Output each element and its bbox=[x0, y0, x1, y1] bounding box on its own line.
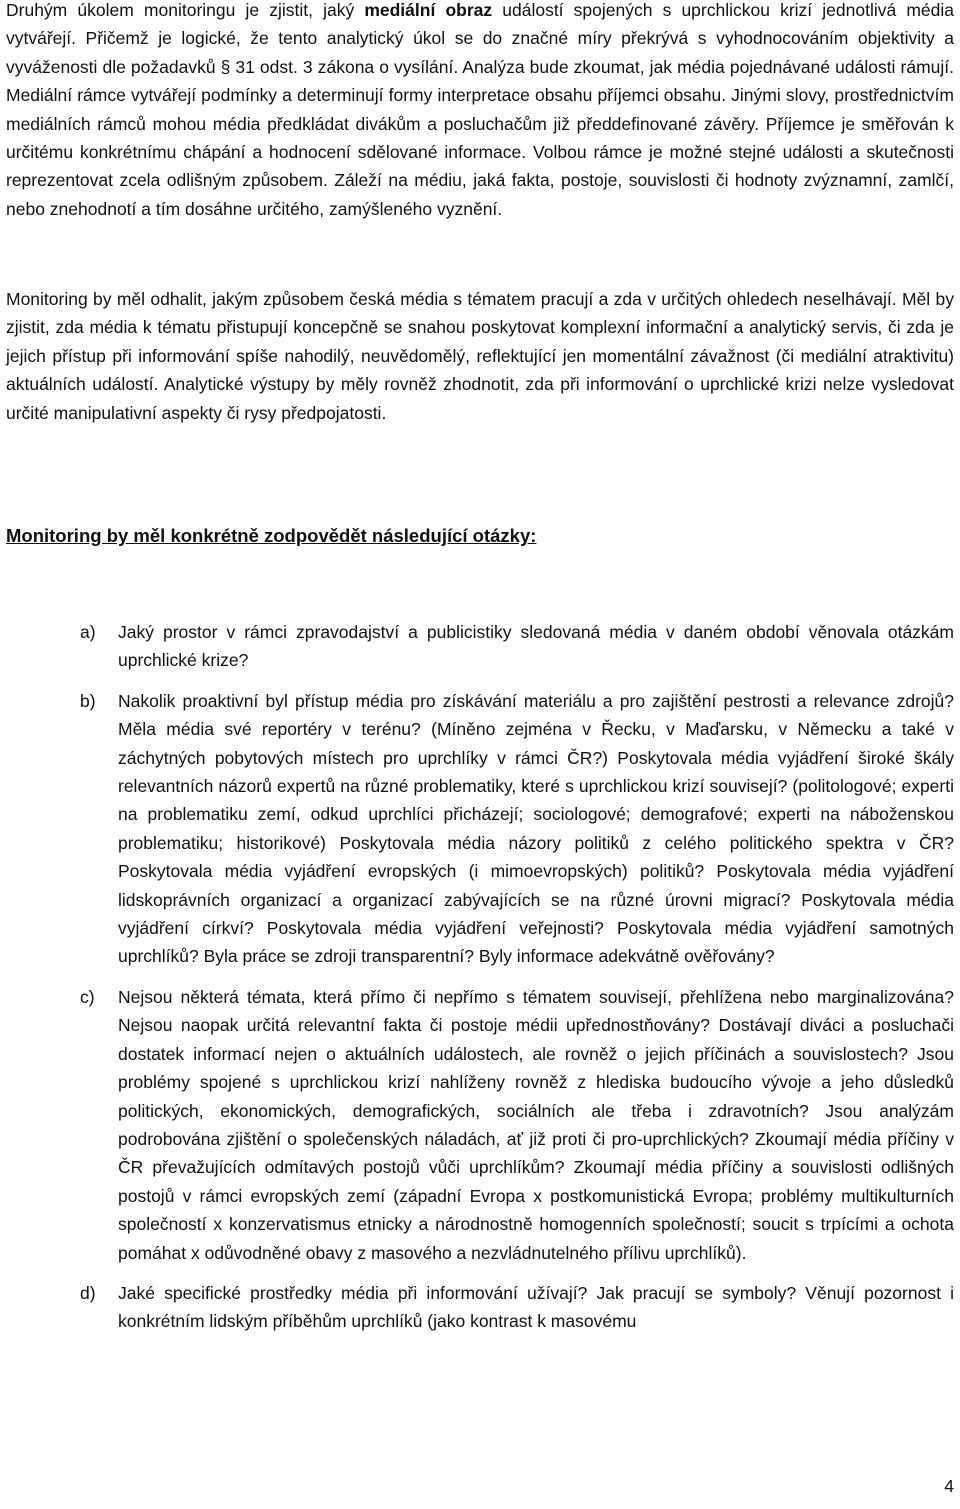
list-item-label: b) bbox=[80, 690, 96, 711]
section-heading: Monitoring by měl konkrétně zodpovědět následující otázky: bbox=[6, 525, 537, 546]
list-item bbox=[6, 687, 954, 971]
list-item-text: Nejsou některá témata, která přímo či nepřímo s tématem souvisejí, přehlížena nebo marginalizována? Nejsou naopak určitá relevantní fakta či postoje médii upřednostňovány? Dostávají diváci a posluchači dostatek informací nejen o aktuálních událostech, ale rovněž o jejich příčinách a souvislostech? Jsou problémy spojené s uprchlickou krizí nahlíženy rovněž z hlediska budoucího vývoje a jeho důsledků politických, ekonomických, demografických, sociálních ale třeba i zdravotních? Jsou analýzám podrobována zjištění o společenských náladách, ať již proti či pro-uprchlických? Zkoumají média příčiny v ČR převažujících odmítavých postojů vůči uprchlíkům? Zkoumají média příčiny a souvislosti odlišných postojů v rámci evropských zemí (západní Evropa x postkomunistická Evropa; problémy multikulturních společností x konzervatismus etnicky a národnostně homogenních společností; soucit s trpícími a ochota pomáhat x odůvodněné obavy z masového a nezvládnutelného přílivu uprchlíků). bbox=[118, 986, 954, 1263]
list-item-text: Jaký prostor v rámci zpravodajství a publicistiky sledovaná média v daném období věnovala otázkám uprchlické krize? bbox=[118, 622, 954, 671]
list-item-text: Nakolik proaktivní byl přístup média pro získávání materiálu a pro zajištění pestrosti a relevance zdrojů? Měla média své reportéry v terénu? (Míněno zejména v Řecku, v Maďarsku, v Německu a také v záchytných pobytových místech pro uprchlíky v rámci ČR?) Poskytovala média vyjádření široké škály relevantních názorů expertů na různé problematiky, které s uprchlickou krizí souvisejí? (politologové; experti na problematiku zemí, odkud uprchlíci přicházejí; sociologové; demografové; experti na náboženskou problematiku; historikové) Poskytovala média názory politiků z celého politického spektra v ČR? Poskytovala média vyjádření evropských (i mimoevropských) politiků? Poskytovala média vyjádření lidskoprávních organizací a organizací zabývajících se na různé úrovni migrací? Poskytovala média vyjádření církví? Poskytovala média vyjádření veřejnosti? Poskytovala média vyjádření samotných uprchlíků? Byla práce se zdroji transparentní? Byly informace adekvátně ověřovány? bbox=[118, 690, 954, 967]
emphasis-media-image: mediální obraz bbox=[364, 0, 493, 20]
paragraph-monitoring-goals: Monitoring by měl odhalit, jakým způsobem česká média s tématem pracují a zda v určitých ohledech neselhávají. Měl by zjistit, zda média k tématu přistupují koncepčně se snahou poskytovat komplexní informační a analytický servis, či zda je jejich přístup při informování spíše nahodilý, neuvědomělý, reflektující jen momentální závažnost (či mediální atraktivitu) aktuálních událostí. Analytické výstupy by měly rovněž zhodnotit, zda při informování o uprchlické krizi nelze vysledovat určité manipulativní aspekty či rysy předpojatosti. bbox=[6, 289, 954, 423]
list-item-label: a) bbox=[80, 622, 96, 642]
paragraph-text: Druhým úkolem monitoringu je zjistit, jaký bbox=[6, 0, 365, 20]
list-item bbox=[6, 1279, 954, 1336]
list-item-label: d) bbox=[80, 1282, 96, 1303]
paragraph-text: událostí spojených s uprchlickou krizí jednotlivá média vytvářejí. Přičemž je logické, že tento analytický úkol se do značné míry překrývá s vyhodnocováním objektivity a vyváženosti dle požadavků § 31 odst. 3 zákona o vysílání. Analýza bude zkoumat, jak média pojednávané události rámují. Mediální rámce vytvářejí podmínky a determinují formy interpretace obsahu příjemci obsahu. Jinými slovy, prostřednictvím mediálních rámců mohou média předkládat divákům a posluchačům již předdefinované závěry. Příjemce je směřován k určitému konkrétnímu chápání a hodnocení sdělované informace. Volbou rámce je možné stejné události a skutečnosti reprezentovat zcela odlišným způsobem. Záleží na médiu, jaká fakta, postoje, souvislosti či hodnoty zvýznamní, zamlčí, nebo znehodnotí a tím dosáhne určitého, zamýšleného vyznění. bbox=[6, 0, 955, 219]
page-number: 4 bbox=[944, 1476, 954, 1496]
list-item bbox=[6, 983, 954, 1267]
list-item-text: Jaké specifické prostředky média při informování užívají? Jak pracují se symboly? Věnují pozornost i konkrétním lidským příběhům uprchlíků (jako kontrast k masovému bbox=[118, 1282, 954, 1332]
list-item-label: c) bbox=[80, 986, 95, 1007]
list-item bbox=[6, 618, 954, 675]
paragraph-media-image bbox=[6, 0, 954, 223]
question-list bbox=[6, 618, 954, 1336]
